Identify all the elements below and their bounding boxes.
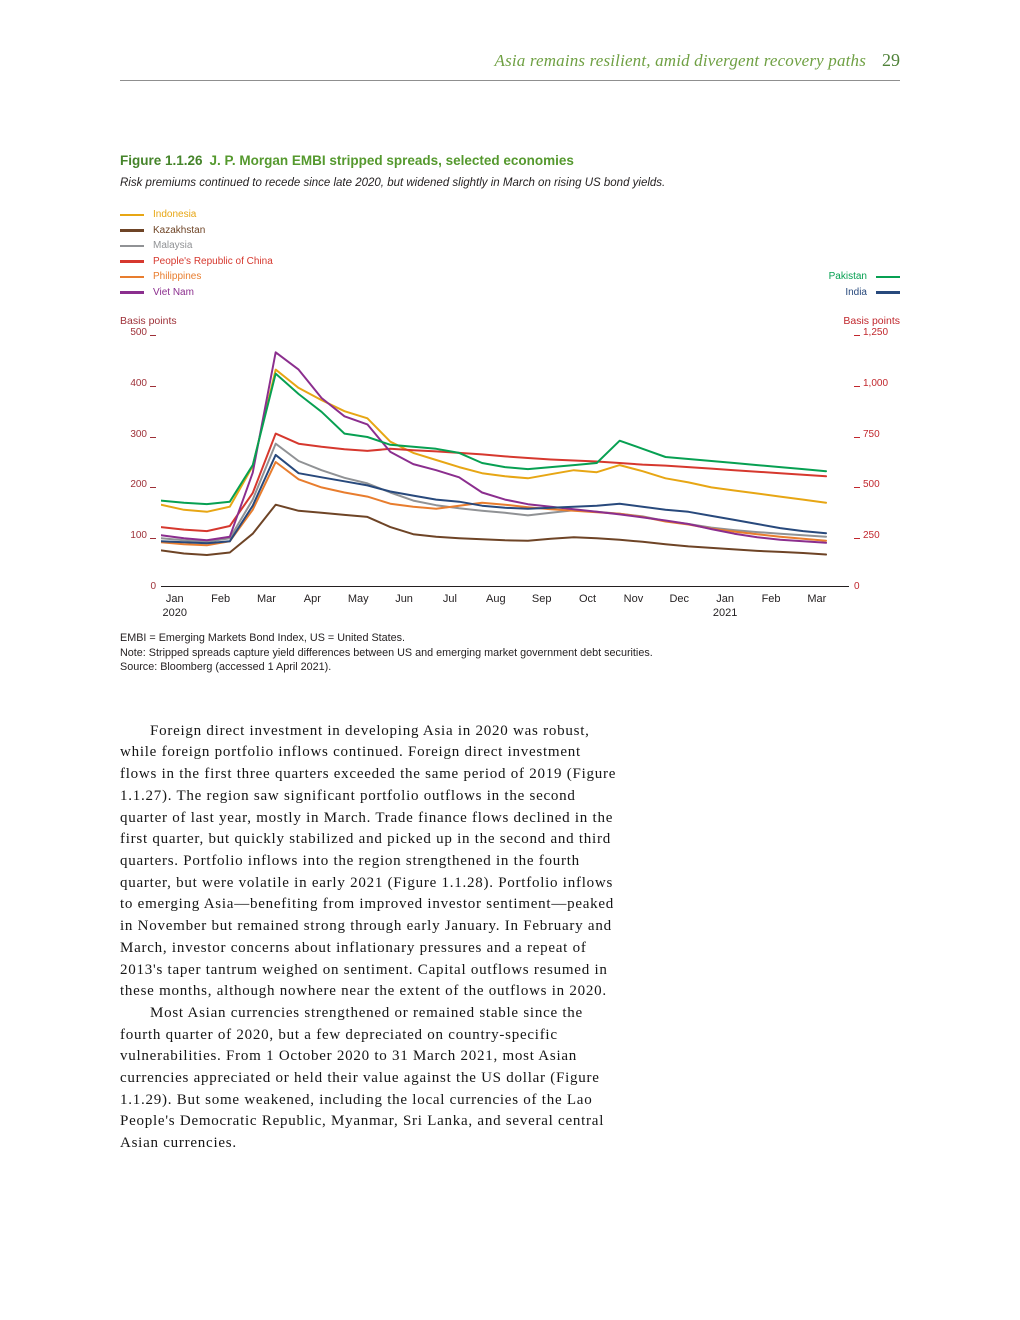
figure-footnotes: [120, 631, 900, 675]
tick-mark: [854, 437, 860, 438]
y-tick-left: [130, 530, 156, 542]
y-tick-value: 500: [863, 479, 880, 491]
tick-mark: [854, 386, 860, 387]
y-axis-right: [854, 327, 900, 592]
plot-area: [161, 333, 849, 587]
x-tick-label: [486, 592, 506, 606]
x-tick-label: [348, 592, 369, 606]
y-tick-value: 0: [150, 581, 156, 592]
x-tick-label: [163, 592, 187, 620]
legend-label: India: [845, 286, 867, 298]
legend-item-kazakhstan: [120, 223, 900, 239]
tick-mark: [854, 487, 860, 488]
y-tick-value: 1,250: [863, 327, 889, 338]
y-tick-right: [854, 429, 880, 441]
legend-swatch: [120, 245, 144, 248]
series-line-viet-nam: [161, 352, 826, 543]
x-tick-label: [807, 592, 826, 606]
legend-label: Kazakhstan: [153, 224, 206, 236]
x-tick-month: Sep: [531, 593, 552, 605]
y-tick-right: [854, 479, 880, 491]
y-tick-value: 1,000: [863, 377, 889, 389]
y-tick-right: [854, 581, 860, 593]
legend-item-philippines: [120, 269, 900, 285]
legend-label: Viet Nam: [153, 286, 194, 298]
legend-label: Philippines: [153, 271, 202, 283]
x-tick-label: [762, 592, 781, 606]
y-tick-left: [130, 479, 156, 491]
x-tick-year: 2021: [712, 607, 738, 619]
x-tick-month: Mar: [807, 593, 827, 605]
legend-right-column: [829, 269, 900, 300]
x-tick-label: [532, 592, 552, 606]
y-tick-left: [130, 429, 156, 441]
x-tick-label: [669, 592, 689, 606]
tick-mark: [854, 335, 860, 336]
tick-mark: [150, 386, 156, 387]
legend-swatch: [120, 214, 144, 217]
legend-item-viet-nam: [120, 285, 900, 301]
x-tick-month: Mar: [256, 593, 276, 605]
paragraph-fdi-flows: Foreign direct investment in developing Asia in 2020 was robust, while foreign portfolio inflows continued. Foreign direct investment flows in the first three quarters exceeded the same period of 2019 (Figure 1.1.27). The region saw significant portfolio outflows in the second quarter of last year, mostly in March. Trade finance flows declined in the first quarter, but quickly stabilized and picked up in the second and third quarters. Portfolio inflows into the region strengthened in the fourth quarter, but were volatile in early 2021 (Figure 1.1.28). Portfolio inflows to emerging Asia—benefiting from improved investor sentiment—peaked in November but remained strong through early January. In February and March, investor concerns about inflationary pressures and a repeat of 2013's taper tantrum weighed on sentiment. Capital outflows resumed in these months, although nowhere near the extent of the outflows in 2020.: [120, 722, 617, 1000]
y-tick-left: [130, 327, 156, 339]
x-tick-label: [624, 592, 644, 606]
right-axis-unit-label: Basis points: [843, 315, 900, 327]
x-tick-month: Feb: [761, 593, 781, 605]
tick-mark: [150, 538, 156, 539]
x-tick-month: Dec: [669, 593, 690, 605]
y-tick-right: [854, 378, 888, 390]
line-chart: [120, 327, 900, 625]
x-tick-month: May: [347, 593, 369, 605]
x-tick-label: [443, 592, 457, 606]
x-tick-label: [211, 592, 230, 606]
legend-label: Malaysia: [153, 240, 193, 252]
x-tick-month: Jun: [395, 593, 413, 605]
figure-1-1-26: [120, 153, 900, 675]
left-axis-unit-label: Basis points: [120, 315, 177, 327]
legend-item-people-s-republic-of-china: [120, 254, 900, 270]
x-tick-month: Aug: [486, 593, 506, 605]
figure-label: Figure 1.1.26: [120, 153, 203, 168]
series-line-pakistan: [161, 374, 826, 505]
tick-mark: [150, 437, 156, 438]
tick-mark: [854, 538, 860, 539]
footnote-abbreviations: EMBI = Emerging Markets Bond Index, US = United States.: [120, 632, 406, 644]
chart-legend: [120, 207, 900, 300]
y-tick-value: 100: [130, 530, 147, 542]
legend-label: Indonesia: [153, 209, 197, 221]
y-tick-value: 200: [130, 479, 147, 491]
x-axis: [161, 587, 849, 625]
figure-subtitle: Risk premiums continued to recede since late 2020, but widened slightly in March on rising US bond yields.: [120, 177, 666, 189]
y-tick-value: 400: [130, 377, 147, 389]
x-tick-month: Nov: [623, 593, 644, 605]
x-tick-label: [304, 592, 321, 606]
tick-mark: [150, 487, 156, 488]
x-tick-label: [257, 592, 276, 606]
legend-swatch: [876, 291, 900, 294]
tick-mark: [150, 335, 156, 336]
x-tick-label: [713, 592, 737, 620]
footnote-note: Note: Stripped spreads capture yield differences between US and emerging market government debt securities.: [120, 646, 653, 659]
axis-unit-labels: [120, 315, 900, 327]
legend-item-indonesia: [120, 207, 900, 223]
legend-swatch: [120, 291, 144, 294]
legend-item-india: [829, 285, 900, 301]
x-tick-month: Jul: [442, 593, 457, 605]
x-tick-month: Jan: [716, 593, 735, 605]
x-tick-label: [579, 592, 596, 606]
x-tick-year: 2020: [162, 607, 187, 619]
page-header: [120, 0, 900, 81]
legend-item-malaysia: [120, 238, 900, 254]
x-tick-month: Apr: [303, 593, 321, 605]
running-head: Asia remains resilient, amid divergent recovery paths: [494, 51, 866, 70]
y-tick-value: 500: [130, 327, 147, 338]
y-tick-value: 750: [863, 428, 880, 440]
body-text: [120, 721, 622, 1155]
legend-swatch: [876, 276, 900, 279]
y-tick-left: [150, 581, 156, 593]
paragraph-currencies: Most Asian currencies strengthened or remained stable since the fourth quarter of 2020, but a few depreciated on country-specific vulnerabilities. From 1 October 2020 to 31 March 2021, most Asian currencies appreciated or held their value against the US dollar (Figure 1.1.29). But some weakened, including the local currencies of the Lao People's Democratic Republic, Myanmar, Sri Lanka, and several central Asian currencies.: [120, 1004, 605, 1152]
x-tick-label: [395, 592, 413, 606]
page-number: 29: [882, 50, 900, 70]
footnote-source: Source: Bloomberg (accessed 1 April 2021).: [120, 661, 332, 674]
figure-title-line: [120, 153, 900, 168]
y-tick-left: [130, 378, 156, 390]
x-tick-month: Oct: [578, 593, 597, 605]
y-tick-value: 300: [130, 428, 147, 440]
y-tick-value: 0: [854, 581, 860, 592]
y-tick-value: 250: [863, 530, 880, 542]
line-chart-svg: [161, 333, 849, 587]
figure-title: J. P. Morgan EMBI stripped spreads, selected economies: [209, 153, 574, 168]
legend-left-column: [120, 207, 900, 300]
y-axis-left: [120, 327, 156, 592]
x-tick-month: Jan: [165, 593, 184, 605]
legend-item-pakistan: [829, 269, 900, 285]
legend-swatch: [120, 260, 144, 263]
legend-label: Pakistan: [828, 271, 867, 283]
x-tick-month: Feb: [211, 593, 231, 605]
legend-swatch: [120, 229, 144, 232]
series-line-indonesia: [161, 370, 826, 512]
legend-swatch: [120, 276, 144, 279]
y-tick-right: [854, 530, 880, 542]
y-tick-right: [854, 327, 888, 339]
legend-label: People's Republic of China: [153, 255, 273, 267]
